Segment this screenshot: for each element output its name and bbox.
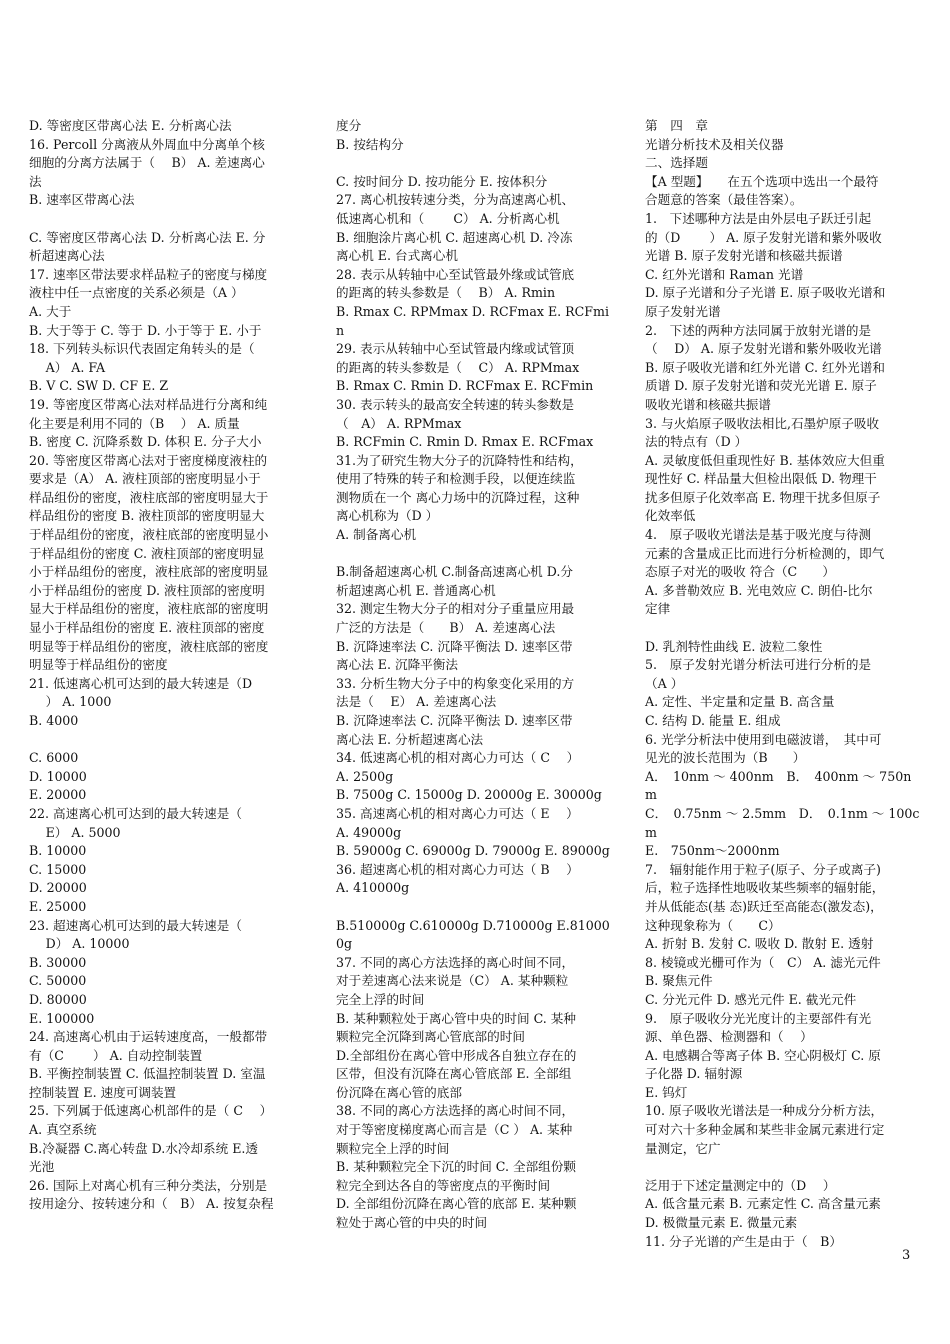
text-line: A. 折射 B. 发射 C. 吸收 D. 散射 E. 透射 — [645, 936, 874, 952]
text-line: 可对六十多种金属和某些非金属元素进行定 — [645, 1122, 885, 1138]
text-line — [336, 154, 612, 173]
text-line: 源、单色器、检测器和（ ） — [645, 1029, 813, 1045]
text-line: D.全部组份在离心管中形成各自独立存在的 — [336, 1047, 577, 1063]
text-line: 离心机称为（D ） — [336, 508, 439, 524]
text-line — [336, 898, 612, 917]
text-line: C. 结构 D. 能量 E. 组成 — [645, 713, 781, 728]
text-line: B. Rmax C. Rmin D. RCFmax E. RCFmin — [336, 378, 594, 394]
text-line — [645, 1158, 921, 1177]
text-line: C. 等密度区带离心法 D. 分析离心法 E. 分 — [29, 229, 266, 245]
text-line: 光谱分析技术及相关仪器 — [645, 136, 784, 152]
text-line: 现性好 C. 样品量大但检出限低 D. 物理干 — [645, 471, 877, 487]
text-line: 4. 原子吸收光谱法是基于吸光度与待测 — [645, 527, 872, 543]
text-line: 并从低能态(基 态)跃迁至高能态(激发态)， — [645, 898, 883, 914]
text-line: D. 10000 — [29, 768, 87, 784]
text-line: B. 30000 — [29, 954, 87, 970]
text-line: 25. 下列属于低速离心机部件的是（ C ） — [29, 1103, 273, 1119]
text-line: 样品组份的密度，液柱底部的密度明显大于 — [29, 489, 269, 505]
text-line: B. 10000 — [29, 843, 87, 859]
text-line: B. 细胞涂片离心机 C. 超速离心机 D. 冷冻 — [336, 229, 573, 245]
text-line: B. 59000g C. 69000g D. 79000g E. 89000g — [336, 843, 610, 859]
text-line: E） A. 5000 — [29, 824, 121, 840]
text-column-left — [29, 117, 304, 1214]
text-line: 有（C ） A. 自动控制装置 — [29, 1047, 203, 1063]
text-line: 元素的含量成正比而进行分析检测的，即气 — [645, 545, 885, 561]
text-line: 明显等于样品组份的密度，液柱底部的密度 — [29, 638, 269, 654]
text-line: （ D） A. 原子发射光谱和紫外吸收光谱 — [645, 341, 882, 357]
text-line: 法的特点有（D ） — [645, 434, 748, 450]
text-line: 显大于样品组份的密度，液柱底部的密度明 — [29, 601, 269, 617]
text-line: A. 灵敏度低但重现性好 B. 基体效应大但重 — [645, 452, 885, 468]
text-line: 23. 超速离心机可达到的最大转速是（ — [29, 917, 242, 933]
text-line — [645, 619, 921, 638]
text-line: A. 真空系统 — [29, 1122, 97, 1138]
text-line: 化效率低 — [645, 508, 696, 524]
text-line: A. 电感耦合等离子体 B. 空心阴极灯 C. 原 — [645, 1047, 881, 1063]
text-line: 2. 下述的两种方法同属于放射光谱的是 — [645, 322, 872, 338]
text-line: 22. 高速离心机可达到的最大转速是（ — [29, 805, 242, 821]
text-line: E. 100000 — [29, 1010, 95, 1026]
text-line: D. 等密度区带离心法 E. 分析离心法 — [29, 118, 232, 133]
text-line: B. 聚焦元件 — [645, 973, 713, 989]
text-line: 8. 棱镜或光栅可作为（ C） A. 滤光元件 — [645, 954, 881, 970]
text-line: 合题意的答案（最佳答案）。 — [645, 192, 803, 208]
text-line: B. 大于等于 C. 等于 D. 小于等于 E. 小于 — [29, 322, 262, 338]
text-line: 10. 原子吸收光谱法是一种成分分析方法， — [645, 1103, 884, 1119]
text-line: 对于等密度梯度离心而言是（C ） A. 某种 — [336, 1122, 573, 1138]
text-line: B. 速率区带离心法 — [29, 192, 135, 208]
text-line: D. 原子光谱和分子光谱 E. 原子吸收光谱和 — [645, 285, 886, 301]
text-line: 24. 高速离心机由于运转速度高，一般都带 — [29, 1029, 268, 1045]
text-line: 离心法 E. 沉降平衡法 — [336, 657, 458, 673]
text-line: B. 平衡控制装置 C. 低温控制装置 D. 室温 — [29, 1066, 266, 1082]
text-line: 液柱中任一点密度的关系必须是（A ） — [29, 285, 244, 301]
text-line: E. 20000 — [29, 787, 87, 803]
text-line: 17. 速率区带法要求样品粒子的密度与梯度 — [29, 266, 268, 282]
text-line: D. 80000 — [29, 991, 87, 1007]
text-line: 29. 表示从转轴中心至试管最内缘或试管顶 — [336, 341, 575, 357]
text-line: 控制装置 E. 速度可调装置 — [29, 1084, 177, 1100]
text-line: 27. 离心机按转速分类，分为高速离心机、 — [336, 192, 575, 208]
text-line: B. 某种颗粒处于离心管中央的时间 C. 某种 — [336, 1010, 576, 1026]
text-line: B.冷凝器 C.离心转盘 D.水冷却系统 E.透 — [29, 1140, 259, 1156]
text-line: C. 按时间分 D. 按功能分 E. 按体积分 — [336, 173, 548, 189]
text-line: 30. 表示转头的最高安全转速的转头参数是 — [336, 396, 575, 412]
text-line: 36. 超速离心机的相对离心力可达（ B ） — [336, 861, 579, 877]
text-line: A. 49000g — [336, 824, 402, 840]
text-line: A． 10nm ～ 400nm B． 400nm ～ 750nm — [645, 768, 912, 803]
text-line: 吸收光谱和核磁共振谱 — [645, 396, 771, 412]
text-line: 的（D ） A. 原子发射光谱和紫外吸收 — [645, 229, 882, 245]
text-line: C． 0.75nm ～ 2.5mm D． 0.1nm ～ 100cm — [645, 805, 920, 840]
text-line: 11. 分子光谱的产生是由于（ B） — [645, 1233, 843, 1249]
text-line: 离心法 E. 分析超速离心法 — [336, 731, 484, 747]
text-line: C. 红外光谱和 Raman 光谱 — [645, 266, 804, 282]
text-line: 颗粒完全沉降到离心管底部的时间 — [336, 1029, 525, 1045]
text-line: 粒完全到达各自的等密度点的平衡时间 — [336, 1177, 551, 1193]
text-line: 离心机 E. 台式离心机 — [336, 248, 458, 264]
text-line: D. 20000 — [29, 880, 87, 896]
text-line: 5. 原子发射光谱分析法可进行分析的是 — [645, 657, 872, 673]
text-line: 化主要是利用不同的（B ） A. 质量 — [29, 415, 240, 431]
text-line: 后，粒子选择性地吸收某些频率的辐射能， — [645, 880, 885, 896]
text-column-middle — [336, 117, 612, 1233]
text-line: 对于差速离心法来说是（C） A. 某种颗粒 — [336, 973, 569, 989]
text-line: 使用了特殊的转子和检测手段，以便连续监 — [336, 471, 576, 487]
text-line: 33. 分析生物大分子中的构象变化采用的方 — [336, 675, 575, 691]
text-line: 低速离心机和（ C） A. 分析离心机 — [336, 210, 560, 226]
text-line: 度分 — [336, 118, 362, 133]
text-line: 份沉降在离心管的底部 — [336, 1084, 462, 1100]
text-line: 第 四 章 — [645, 118, 708, 133]
text-line: B. Rmax C. RPMmax D. RCFmax E. RCFmin — [336, 303, 609, 338]
text-line: 泛用于下述定量测定中的（D ） — [645, 1177, 836, 1193]
text-line: 见光的波长范围为（B ） — [645, 750, 806, 766]
text-line: 子化器 D. 辐射源 — [645, 1066, 743, 1082]
text-line: 颗粒完全上浮的时间 — [336, 1140, 450, 1156]
text-line: 细胞的分离方法属于（ B） A. 差速离心 — [29, 155, 265, 171]
text-line: 26. 国际上对离心机有三种分类法，分别是 — [29, 1177, 268, 1193]
text-line: 28. 表示从转轴中心至试管最外缘或试管底 — [336, 266, 575, 282]
text-line: 区带，但没有沉降在离心管底部 E. 全部组 — [336, 1066, 572, 1082]
text-line: 二、选择题 — [645, 155, 708, 171]
text-line: D. 乳剂特性曲线 E. 波粒二象性 — [645, 638, 823, 654]
text-line: 显小于样品组份的密度 E. 液柱顶部的密度 — [29, 620, 265, 636]
text-line: ） A. 1000 — [29, 694, 112, 710]
text-line: 法是（ E） A. 差速离心法 — [336, 694, 497, 710]
text-line: B.510000g C.610000g D.710000g E.810000g — [336, 917, 610, 952]
text-line: 质谱 D. 原子发射光谱和荧光光谱 E. 原子 — [645, 378, 877, 394]
page-number: 3 — [902, 1248, 911, 1263]
text-line: 7. 辐射能作用于粒子(原子、分子或离子) — [645, 861, 881, 877]
text-line: （ A） A. RPMmax — [336, 415, 462, 431]
text-line: 光池 — [29, 1159, 55, 1175]
text-line: 小于样品组份的密度，液柱底部的密度明显 — [29, 564, 269, 580]
text-line: B. 原子吸收光谱和红外光谱 C. 红外光谱和 — [645, 359, 885, 375]
text-line: B. 沉降速率法 C. 沉降平衡法 D. 速率区带 — [336, 638, 573, 654]
text-line: 32. 测定生物大分子的相对分子重量应用最 — [336, 601, 575, 617]
text-line: 量测定，它广 — [645, 1140, 721, 1156]
text-line — [336, 545, 612, 564]
text-line: 1. 下述哪种方法是由外层电子跃迁引起 — [645, 210, 872, 226]
text-line: 按用途分、按转速分和（ B） A. 按复杂程 — [29, 1196, 274, 1212]
text-line: 18. 下列转头标识代表固定角转头的是（ — [29, 341, 255, 357]
text-line: 38. 不同的离心方法选择的离心时间不同， — [336, 1103, 575, 1119]
text-line: D） A. 10000 — [29, 936, 130, 952]
text-line: E. 钨灯 — [645, 1084, 688, 1100]
text-line: A） A. FA — [29, 359, 106, 375]
text-line — [29, 210, 304, 229]
text-line: B. 按结构分 — [336, 136, 404, 152]
text-line: 原子发射光谱 — [645, 303, 721, 319]
text-line: 定律 — [645, 601, 671, 617]
text-column-right — [645, 117, 921, 1251]
text-line: 【A 型题】 在五个选项中选出一个最符 — [645, 173, 879, 189]
text-line: 31.为了研究生物大分子的沉降特性和结构， — [336, 452, 583, 468]
text-line — [29, 731, 304, 750]
text-line: 小于样品组份的密度 D. 液柱顶部的密度明 — [29, 582, 265, 598]
text-line: B. 密度 C. 沉降系数 D. 体积 E. 分子大小 — [29, 434, 262, 450]
text-line: E. 25000 — [29, 898, 87, 914]
text-line: 37. 不同的离心方法选择的离心时间不同， — [336, 954, 575, 970]
text-line: 的距离的转头参数是（ C） A. RPMmax — [336, 359, 580, 375]
text-line: 这种现象称为（ C） — [645, 917, 781, 933]
text-line: 于样品组份的密度，液柱底部的密度明显小 — [29, 527, 269, 543]
text-line: 于样品组份的密度 C. 液柱顶部的密度明显 — [29, 545, 265, 561]
text-line: A. 多普勒效应 B. 光电效应 C. 朗伯-比尔 — [645, 582, 873, 598]
text-line: C. 分光元件 D. 感光元件 E. 截光元件 — [645, 991, 857, 1007]
text-line: B. V C. SW D. CF E. Z — [29, 378, 169, 394]
text-line: C. 15000 — [29, 861, 87, 877]
text-line: B. 4000 — [29, 713, 79, 728]
text-line: （A ） — [645, 675, 684, 691]
text-line: 3. 与火焰原子吸收法相比,石墨炉原子吸收 — [645, 415, 880, 431]
text-line: 的距离的转头参数是（ B） A. Rmin — [336, 285, 556, 301]
text-line: 19. 等密度区带离心法对样品进行分离和纯 — [29, 396, 268, 412]
text-line: B. 某种颗粒完全下沉的时间 C. 全部组份颗 — [336, 1159, 576, 1175]
text-line: 析超速离心法 — [29, 248, 105, 264]
text-line: B. 7500g C. 15000g D. 20000g E. 30000g — [336, 787, 602, 803]
text-line: 完全上浮的时间 — [336, 991, 425, 1007]
text-line: 广泛的方法是（ B） A. 差速离心法 — [336, 620, 556, 636]
text-line: A. 制备离心机 — [336, 527, 417, 543]
text-line: 6. 光学分析法中使用到电磁波谱， 其中可 — [645, 731, 882, 747]
text-line: A. 410000g — [336, 880, 410, 896]
text-line: 粒处于离心管的中央的时间 — [336, 1215, 488, 1231]
text-line: B.制备超速离心机 C.制备高速离心机 D.分 — [336, 564, 574, 580]
text-line: 态原子对光的吸收 符合（C ） — [645, 564, 835, 580]
text-line: 法 — [29, 173, 42, 189]
text-line: 扰多但原子化效率高 E. 物理干扰多但原子 — [645, 489, 881, 505]
text-line: A. 定性、半定量和定量 B. 高含量 — [645, 694, 835, 710]
text-line: 21. 低速离心机可达到的最大转速是（D — [29, 675, 253, 691]
text-line: A. 低含量元素 B. 元素定性 C. 高含量元素 — [645, 1196, 881, 1212]
text-line: 16. Percoll 分离液从外周血中分离单个核 — [29, 136, 265, 152]
text-line: 9. 原子吸收分光光度计的主要部件有光 — [645, 1010, 872, 1026]
text-line: A. 大于 — [29, 303, 72, 319]
text-line: E. 750nm～2000nm — [645, 843, 780, 859]
text-line: B. RCFmin C. Rmin D. Rmax E. RCFmax — [336, 434, 594, 450]
text-line: D. 极微量元素 E. 微量元素 — [645, 1215, 798, 1231]
text-line: 光谱 B. 原子发射光谱和核磁共振谱 — [645, 248, 843, 264]
text-line: 34. 低速离心机的相对离心力可达（ C ） — [336, 750, 580, 766]
text-line: C. 50000 — [29, 973, 87, 989]
text-line: 析超速离心机 E. 普通离心机 — [336, 582, 496, 598]
text-line: D. 全部组份沉降在离心管的底部 E. 某种颗 — [336, 1196, 577, 1212]
text-line: 测物质在一个 离心力场中的沉降过程，这种 — [336, 489, 580, 505]
text-line: B. 沉降速率法 C. 沉降平衡法 D. 速率区带 — [336, 713, 573, 728]
text-line: 35. 高速离心机的相对离心力可达（ E ） — [336, 805, 579, 821]
text-line: 20. 等密度区带离心法对于密度梯度液柱的 — [29, 452, 268, 468]
text-line: A. 2500g — [336, 768, 394, 784]
text-line: 明显等于样品组份的密度 — [29, 657, 168, 673]
text-line: C. 6000 — [29, 750, 79, 766]
text-line: 样品组份的密度 B. 液柱顶部的密度明显大 — [29, 508, 265, 524]
text-line: 要求是（A） A. 液柱顶部的密度明显小于 — [29, 471, 261, 487]
